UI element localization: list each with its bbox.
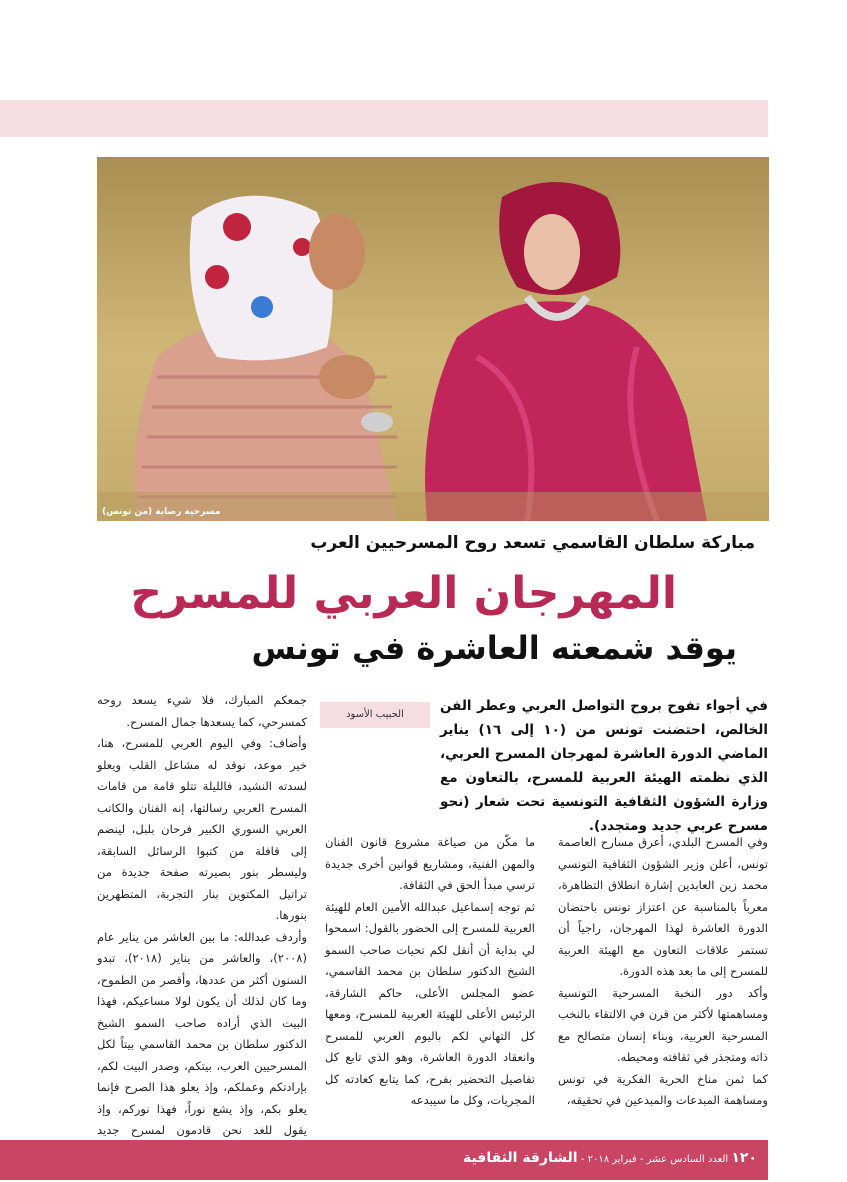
article-headline: المهرجان العربي للمسرح <box>130 568 677 619</box>
article-photo <box>97 157 769 521</box>
issue-info: العدد السادس عشر - فبراير ٢٠١٨ - <box>580 1154 729 1165</box>
article-kicker: مباركة سلطان القاسمي تسعد روح المسرحيين العرب <box>310 533 755 553</box>
article-subheadline: يوقد شمعته العاشرة في تونس <box>251 629 737 667</box>
header-band <box>0 100 768 137</box>
column-left <box>97 690 307 1163</box>
article-lead: في أجواء تفوح بروح التواصل العربي وعطر الفن الخالص، احتضنت تونس من (١٠ إلى ١٦) يناير الماضي الدورة العاشرة لمهرجان المسرح العربي، الذي نظمته الهيئة العربية للمسرح، بالتعاون مع وزارة الشؤون الثقافية التونسية تحت شعار (نحو مسرح عربي جديد ومتجدد). <box>440 698 768 834</box>
paragraph: وأضاف: وفي اليوم العربي للمسرح، هنا، خير موعد، نوقد له مشاعل القلب ويعلو لسدته النشيد، فالليلة تتلو قامة من قامات المسرح العربي رسالتها، إنه الفنان والكاتب العربي السوري الكبير فرحان بلبل، لينضم إلى قافلة من كتبوا الرسائل السابقة، وليسطر بنور بصيرته صفحة جديدة من تراتيل المكتوين بنار التجربة، المتطهرين بنورها. <box>97 736 307 922</box>
paragraph: ما مكّن من صياغة مشروع قانون الفنان والمهن الفنية، ومشاريع قوانين أخرى جديدة ترسي مبدأ الحق في الثقافة. <box>325 835 535 892</box>
paragraph: ثم توجه إسماعيل عبدالله الأمين العام للهيئة العربية للمسرح إلى الحضور بالقول: اسمحوا لي بداية أن أنقل لكم تحيات صاحب السمو الشيخ الدكتور سلطان بن محمد القاسمي، عضو المجلس الأعلى، حاكم الشارقة، الرئيس الأعلى للهيئة العربية للمسرح، ومعها كل التهاني لكم باليوم العربي للمسرح وانعقاد الدورة العاشرة، وهو الذي تابع كل تفاصيل التحضير بفرح، كما يتابع كعادته كل المجريات، وكل ما سيبدعه <box>325 899 535 1107</box>
paragraph: جمعكم المبارك، فلا شيء يسعد روحه كمسرحي، كما يسعدها جمال المسرح. <box>97 693 307 729</box>
author-byline: الحبيب الأسود <box>320 702 430 728</box>
paragraph: وأردف عبدالله: ما بين العاشر من يناير عام (٢٠٠٨)، والعاشر من يناير (٢٠١٨)، تبدو السنون أكثر من عددها، وأقصر من الطموح، وما كان لذلك أن يكون لولا مساعيكم، فهذا البيت الذي أراده صاحب السمو الشيخ الدكتور سلطان بن محمد القاسمي بيتاً لكل المسرحيين العرب، بيتكم، وصدر البيت لكم، بإرادتكم وعملكم، وإذ يعلو هذا الصرح فإنما يعلو بكم، وإذ يشع نوراً، فهذا نوركم، وإذ يقول للغد نحن قادمون لمسرح جديد <box>97 929 307 1137</box>
column-right <box>558 832 768 1112</box>
column-middle <box>325 832 535 1112</box>
footer-info <box>463 1150 757 1166</box>
paragraph: وأكد دور النخبة المسرحية التونسية ومساهمتها لأكثر من قرن في الالتقاء بالنخب المسرحية العربية، وبناء إنسان متصالح مع ذاته ومتجذر في ثقافته ومحيطه. <box>558 985 768 1064</box>
photo-caption: مسرحية رصاية (من تونس) <box>102 507 221 517</box>
magazine-name: الشارقة الثقافية <box>462 1150 578 1166</box>
paragraph: وفي المسرح البلدي، أعرق مسارح العاصمة تونس، أعلن وزير الشؤون الثقافية التونسي محمد زين العابدين إشارة انطلاق التظاهرة، معرباً بالمناسبة عن اعتزاز تونس باحتضان الدورة العاشرة لهذا المهرجان، راجياً أن تستمر علاقات التعاون مع الهيئة العربية للمسرح إلى ما بعد هذه الدورة. <box>558 835 768 978</box>
page-number: ١٢٠ <box>731 1150 757 1166</box>
paragraph: كما ثمن مناخ الحرية الفكرية في تونس ومساهمة المبدعات والمبدعين في تحقيقه، <box>558 1071 768 1107</box>
